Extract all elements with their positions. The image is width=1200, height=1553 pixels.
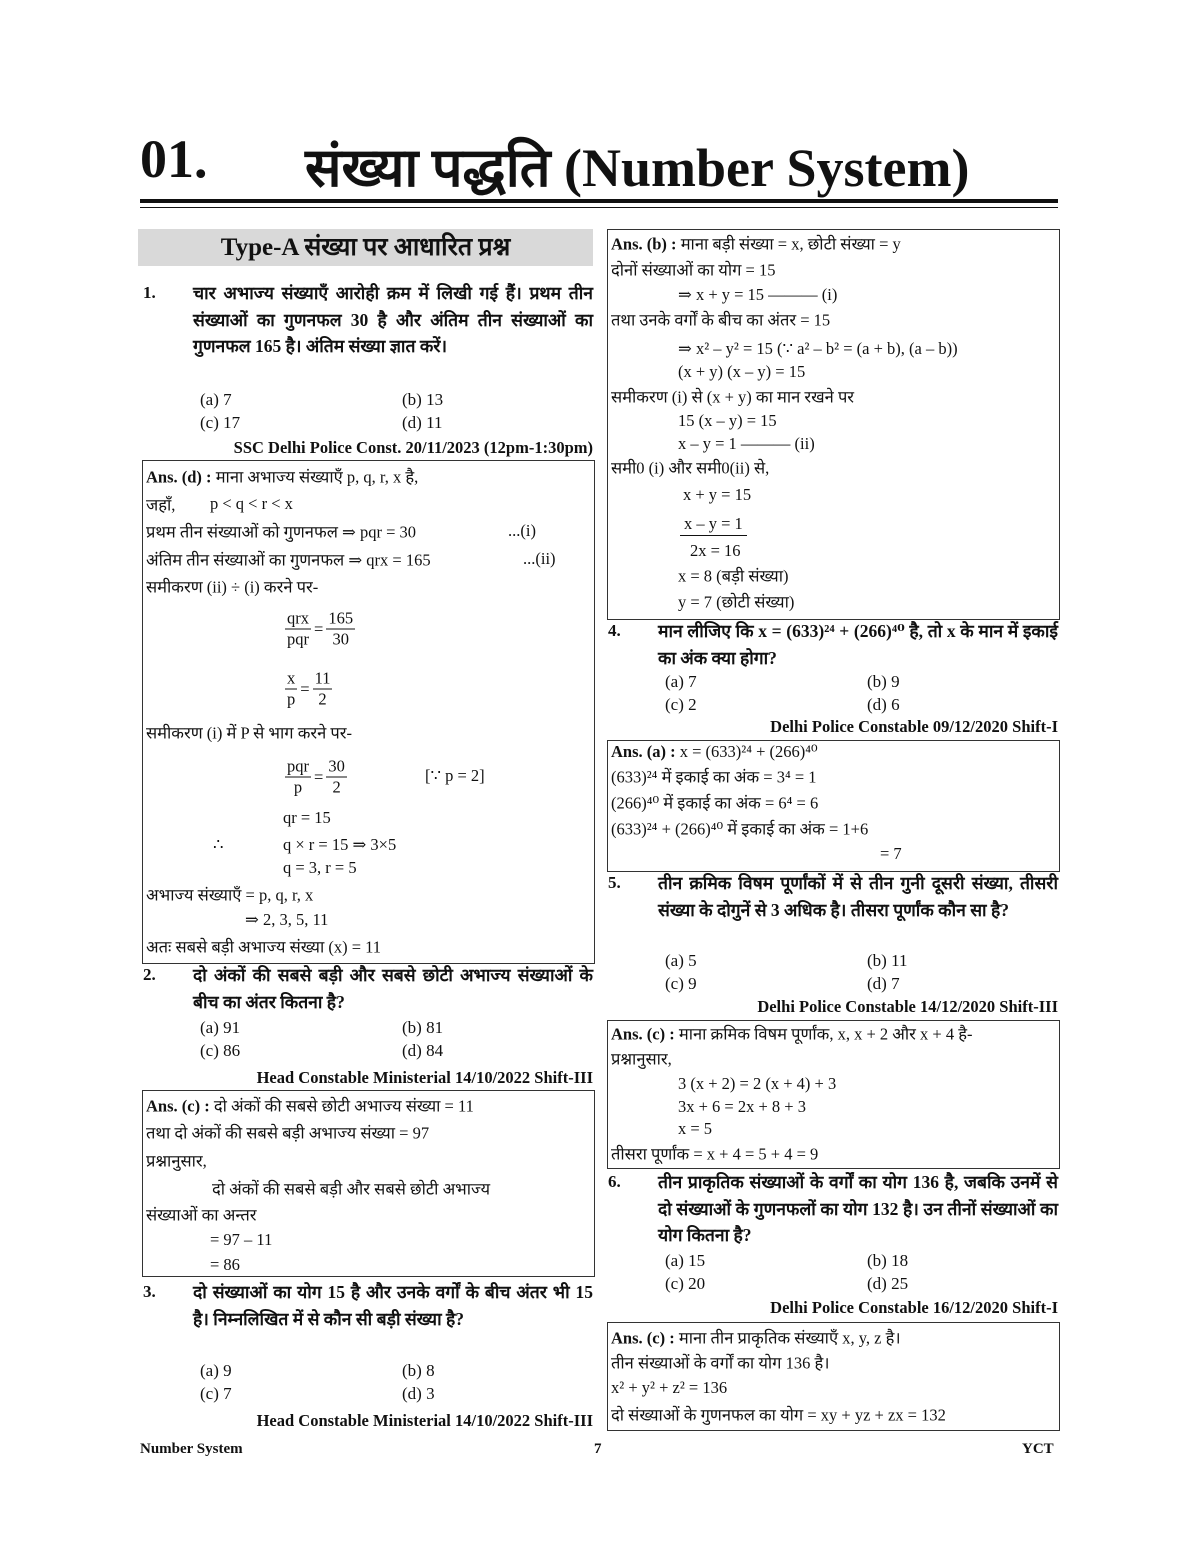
answer-text: अंतिम तीन संख्याओं का गुणनफल ⇒ qrx = 165 [146,550,431,570]
equals-sign: = [314,767,324,786]
answer-line [611,1403,946,1426]
option-d: (d) 3 [402,1384,435,1403]
answer-line [678,1119,712,1139]
answer-label: Ans. (c) : [611,1024,675,1044]
question-text: दो संख्याओं का योग 15 है और उनके वर्गों के बीच अंतर भी 15 है। निम्नलिखित में से कौन सी बड़ी संख्या है? [193,1282,593,1329]
answer-text: समीकरण (i) से (x + y) का मान रखने पर [611,387,855,407]
answer-line [283,808,331,828]
answer-line [678,285,837,305]
option-d: (d) 11 [402,413,443,432]
equals-sign: = [300,679,310,698]
underlined-equation: x – y = 1 [680,514,747,536]
option-c: (c) 2 [665,695,697,714]
page-number: 7 [594,1441,602,1457]
answer-text: (266)⁴⁰ में इकाई का अंक = 6⁴ = 6 [611,793,819,813]
answer-text: तथा उनके वर्गों के बीच का अंतर = 15 [611,310,831,330]
answer-line [283,835,396,855]
question-text: तीन प्राकृतिक संख्याओं के वर्गों का योग 136 है, जबकि उनमें से दो संख्याओं के गुणनफलों का योग 132 है। उन तीनों संख्याओं का योग कितना है? [658,1172,1058,1245]
answer-text: माना तीन प्राकृतिक संख्याएँ x, y, z है। [674,1328,901,1348]
answer-text: दोनों संख्याओं का योग = 15 [611,260,776,280]
title-rule-thick [140,199,1058,203]
answer-line [146,1203,257,1226]
answer-text: ∴ [213,835,224,854]
fraction [285,757,311,798]
answer-line [611,1326,901,1349]
answer-text: संख्याओं का अन्तर [146,1205,257,1225]
answer-line [508,521,536,541]
option-d: (d) 6 [867,695,900,714]
denominator: 30 [332,629,349,649]
answer-line [146,1094,474,1117]
equals-sign: = [314,619,324,638]
option-c: (c) 7 [200,1384,232,1403]
numerator: 165 [328,608,354,628]
answer-line [210,494,293,514]
answer-text: अभाज्य संख्याएँ = p, q, r, x [146,885,314,905]
answer-text: (x + y) (x – y) = 15 [678,362,806,381]
answer-text: दो संख्याओं के गुणनफल का योग = xy + yz + zx = 132 [611,1405,946,1425]
answer-line [285,757,347,798]
answer-text: माना अभाज्य संख्याएँ p, q, r, x है, [211,467,419,487]
question-text: तीन क्रमिक विषम पूर्णांकों में से तीन गुनी दूसरी संख्या, तीसरी संख्या के दोगुनें से 3 अधिक है। तीसरा पूर्णांक कौन सा है? [658,873,1058,920]
answer-text: प्रश्नानुसार, [611,1049,672,1069]
question-source: Delhi Police Constable 09/12/2020 Shift-I [770,717,1058,736]
question-source: Head Constable Ministerial 14/10/2022 Shift-III [256,1068,593,1087]
denominator: p [287,689,296,709]
answer-line [611,258,776,281]
question-text: मान लीजिए कि x = (633)²⁴ + (266)⁴⁰ है, तो x के मान में इकाई का अंक क्या होगा? [658,621,1058,668]
answer-line [611,385,854,408]
option-a: (a) 7 [665,672,697,691]
answer-line [523,549,556,569]
fraction [285,669,297,710]
footer-subject: Number System [140,1441,243,1457]
option-b: (b) 81 [402,1018,444,1037]
option-a: (a) 7 [200,390,232,409]
answer-line [285,669,332,710]
answer-text: (633)²⁴ + (266)⁴⁰ में इकाई का अंक = 1+6 [611,819,869,839]
answer-text: दो अंकों की सबसे छोटी अभाज्य संख्या = 11 [209,1096,474,1116]
denominator: pqr [287,629,309,649]
question-source: Head Constable Ministerial 14/10/2022 Shift-III [256,1411,593,1430]
answer-text: जहाँ, [146,495,176,515]
question-number: 6. [608,1172,621,1191]
numerator: qrx [287,608,309,628]
option-b: (b) 9 [867,672,900,691]
option-b: (b) 8 [402,1361,435,1380]
answer-line [680,514,747,534]
answer-line [683,485,751,505]
option-c: (c) 20 [665,1274,706,1293]
numerator: x [287,668,296,688]
denominator: p [293,777,303,797]
question-number: 4. [608,621,621,640]
option-d: (d) 25 [867,1274,909,1293]
fraction [326,609,355,650]
fraction-equation [285,669,332,710]
answer-line [678,411,777,431]
question-number: 2. [143,965,156,984]
answer-line [678,564,788,587]
question-text: दो अंकों की सबसे बड़ी और सबसे छोटी अभाज्य संख्याओं के बीच का अंतर कितना है? [193,965,593,1012]
option-c: (c) 17 [200,413,241,432]
answer-text: माना बड़ी संख्या = x, छोटी संख्या = y [676,234,901,254]
fraction [285,609,311,650]
fraction-equation [285,757,347,798]
answer-text: x = 8 (बड़ी संख्या) [678,566,789,586]
answer-line [146,1149,207,1172]
answer-text: तथा दो अंकों की सबसे बड़ी अभाज्य संख्या = 97 [146,1123,430,1143]
question-number: 3. [143,1282,156,1301]
answer-text: प्रथम तीन संख्याओं को गुणनफल ⇒ pqr = 30 [146,522,417,542]
chapter-title: संख्या पद्धति (Number System) [305,138,970,198]
answer-line [425,766,485,786]
answer-line [611,232,901,255]
option-a: (a) 9 [200,1361,232,1380]
answer-text: ...(ii) [523,549,556,568]
option-d: (d) 84 [402,1041,444,1060]
answer-text: x – y = 1 ——— (ii) [678,434,815,453]
answer-text: x + y = 15 [683,485,752,504]
answer-line [678,434,815,454]
answer-text: तीसरा पूर्णांक = x + 4 = 5 + 4 = 9 [611,1144,819,1164]
answer-line [210,1255,240,1275]
answer-line [678,1097,806,1117]
answer-text: = 7 [880,844,902,863]
option-b: (b) 13 [402,390,444,409]
answer-line [678,590,794,613]
fraction [326,757,347,798]
answer-text: 15 (x – y) = 15 [678,411,777,430]
answer-line [285,609,355,650]
answer-text: x = 5 [678,1119,713,1138]
option-c: (c) 86 [200,1041,241,1060]
answer-line [678,362,805,382]
option-a: (a) 15 [665,1251,706,1270]
option-a: (a) 91 [200,1018,241,1037]
answer-text: 2x = 16 [690,541,741,560]
answer-line [146,721,352,744]
answer-label: Ans. (d) : [146,467,212,487]
answer-line [678,1074,836,1094]
answer-text: q × r = 15 ⇒ 3×5 [283,835,397,854]
answer-line [611,791,818,814]
answer-label: Ans. (c) : [146,1096,210,1116]
answer-text: अतः सबसे बड़ी अभाज्य संख्या (x) = 11 [146,937,382,957]
answer-label: Ans. (b) : [611,234,677,254]
answer-line [146,935,381,958]
answer-line [611,1142,818,1165]
chapter-number: 01. [140,129,208,189]
answer-text: ⇒ 2, 3, 5, 11 [245,910,329,929]
answer-line [611,742,818,762]
numerator: pqr [287,756,309,776]
section-heading: Type-A संख्या पर आधारित प्रश्न [138,229,593,266]
fraction-equation [285,609,355,650]
question-text: चार अभाज्य संख्याएँ आरोही क्रम में लिखी गई हैं। प्रथम तीन संख्याओं का गुणनफल 30 है और अंतिम तीन संख्याओं का गुणनफल 165 है। अंतिम संख्या ज्ञात करें। [193,283,593,356]
answer-text: q = 3, r = 5 [283,858,357,877]
answer-line [245,910,328,930]
answer-text: = 97 – 11 [210,1230,273,1249]
answer-label: Ans. (c) : [611,1328,675,1348]
answer-line [146,520,416,543]
answer-line [611,765,817,788]
question-number: 5. [608,873,621,892]
numerator: 30 [328,756,345,776]
answer-line [213,835,224,855]
answer-line [146,548,431,571]
denominator: 2 [318,689,327,709]
denominator: 2 [332,777,341,797]
answer-text: माना क्रमिक विषम पूर्णांक, x, x + 2 और x + 4 है- [674,1024,973,1044]
answer-line [146,575,318,598]
answer-text: प्रश्नानुसार, [146,1151,207,1171]
question-source: Delhi Police Constable 16/12/2020 Shift-I [770,1298,1058,1317]
answer-text: ⇒ x² – y² = 15 (∵ a² – b² = (a + b), (a – b)) [678,339,958,358]
answer-line [146,465,418,488]
answer-line [212,1177,490,1200]
answer-line [678,339,958,359]
answer-text: समीकरण (ii) ÷ (i) करने पर- [146,577,319,597]
option-a: (a) 5 [665,951,697,970]
answer-line [146,1121,429,1144]
option-b: (b) 11 [867,951,908,970]
answer-line [283,858,357,878]
answer-text: तीन संख्याओं के वर्गों का योग 136 है। [611,1353,830,1373]
answer-line [611,1378,727,1398]
question-source: Delhi Police Constable 14/12/2020 Shift-III [757,997,1058,1016]
title-rule-thin [140,207,1058,208]
answer-line [611,1047,672,1070]
question-number: 1. [143,283,156,302]
question-source: SSC Delhi Police Const. 20/11/2023 (12pm-1:30pm) [233,438,593,457]
answer-line [690,541,741,561]
numerator: 11 [314,668,331,688]
answer-line [611,1022,972,1045]
answer-text: ⇒ x + y = 15 ——— (i) [678,285,838,304]
answer-label: Ans. (a) : [611,742,676,761]
answer-text: qr = 15 [283,808,331,827]
answer-text: ...(i) [508,521,536,540]
fraction [313,669,333,710]
answer-text: y = 7 (छोटी संख्या) [678,592,795,612]
answer-text: x² + y² + z² = 136 [611,1378,728,1397]
answer-text: समीकरण (i) में P से भाग करने पर- [146,723,353,743]
answer-line [210,1230,272,1250]
footer-publisher: YCT [1022,1441,1054,1457]
answer-text: x = (633)²⁴ + (266)⁴⁰ [675,742,818,761]
answer-text: समी0 (i) और समी0(ii) से, [611,458,770,478]
option-d: (d) 7 [867,974,900,993]
answer-line [611,817,868,840]
answer-text: [∵ p = 2] [425,766,485,785]
answer-line [880,844,902,864]
answer-text: (633)²⁴ में इकाई का अंक = 3⁴ = 1 [611,767,817,787]
answer-line [611,1351,829,1374]
option-b: (b) 18 [867,1251,909,1270]
answer-line [611,456,769,479]
answer-text: दो अंकों की सबसे बड़ी और सबसे छोटी अभाज्य [212,1179,491,1199]
answer-line [611,308,830,331]
option-c: (c) 9 [665,974,697,993]
answer-text: = 86 [210,1255,240,1274]
answer-line [146,493,175,516]
answer-text: p < q < r < x [210,494,293,513]
answer-text: 3x + 6 = 2x + 8 + 3 [678,1097,806,1116]
answer-text: 3 (x + 2) = 2 (x + 4) + 3 [678,1074,837,1093]
answer-line [146,883,313,906]
